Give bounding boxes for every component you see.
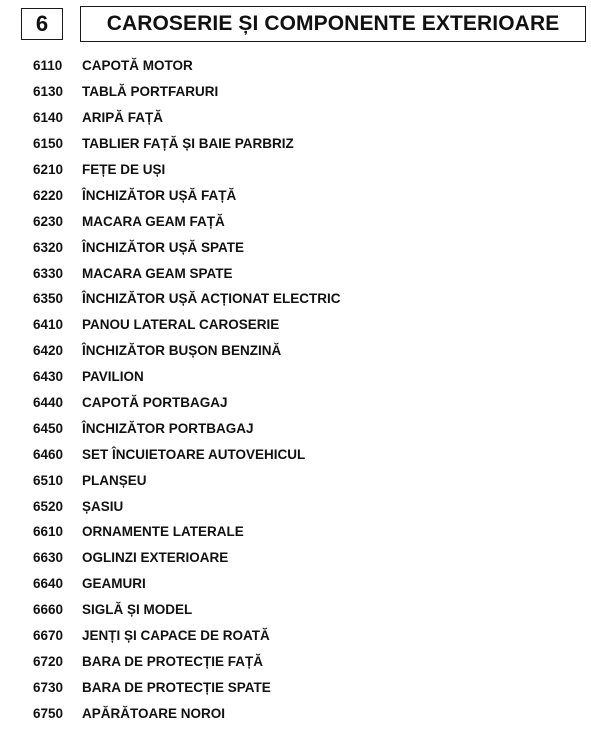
item-label: PAVILION [82, 369, 144, 385]
list-item [0, 571, 591, 597]
list-item [0, 338, 591, 364]
item-code: 6140 [33, 110, 64, 126]
chapter-number-box [21, 8, 63, 40]
chapter-number: 6 [35, 11, 49, 36]
item-code: 6640 [33, 576, 64, 592]
item-label: JENȚI ȘI CAPACE DE ROATĂ [82, 628, 270, 644]
item-code: 6630 [33, 550, 64, 566]
item-label: BARA DE PROTECȚIE SPATE [82, 679, 271, 695]
item-label: ORNAMENTE LATERALE [82, 524, 244, 540]
list-item [0, 208, 591, 234]
item-label: ȘASIU [82, 498, 124, 514]
list-item [0, 441, 591, 467]
list-item [0, 467, 591, 493]
item-code: 6410 [33, 317, 64, 333]
list-item [0, 623, 591, 649]
item-label: ÎNCHIZĂTOR UȘĂ SPATE [82, 239, 245, 255]
item-code: 6660 [33, 602, 64, 618]
chapter-title: CAROSERIE ȘI COMPONENTE EXTERIOARE [106, 12, 560, 35]
item-code: 6460 [33, 446, 64, 462]
list-item [0, 260, 591, 286]
item-code: 6730 [33, 679, 64, 695]
list-item [0, 286, 591, 312]
item-code: 6220 [33, 187, 64, 203]
list-item [0, 519, 591, 545]
list-item [0, 182, 591, 208]
item-code: 6610 [33, 524, 64, 540]
item-label: APĂRĂTOARE NOROI [82, 705, 226, 721]
item-label: TABLIER FAȚĂ ȘI BAIE PARBRIZ [82, 136, 294, 152]
item-label: GEAMURI [82, 576, 146, 592]
list-item [0, 79, 591, 105]
item-code: 6150 [33, 136, 64, 152]
list-item [0, 493, 591, 519]
list-item [0, 648, 591, 674]
item-label: MACARA GEAM SPATE [82, 265, 233, 281]
item-code: 6520 [33, 498, 64, 514]
item-code: 6320 [33, 239, 64, 255]
item-label: PLANȘEU [82, 472, 147, 488]
item-code: 6430 [33, 369, 64, 385]
list-item [0, 545, 591, 571]
list-item [0, 415, 591, 441]
item-code: 6110 [33, 58, 63, 74]
list-item [0, 312, 591, 338]
item-label: CAPOTĂ PORTBAGAJ [82, 395, 228, 411]
item-label: OGLINZI EXTERIOARE [82, 550, 229, 566]
item-label: ÎNCHIZĂTOR UȘĂ FAȚĂ [82, 187, 237, 203]
item-code: 6420 [33, 343, 64, 359]
list-item [0, 53, 591, 79]
item-code: 6720 [33, 653, 64, 669]
list-item [0, 390, 591, 416]
item-label: SIGLĂ ȘI MODEL [82, 602, 193, 618]
item-label: ÎNCHIZĂTOR BUȘON BENZINĂ [82, 343, 282, 359]
list-item [0, 364, 591, 390]
item-label: FEȚE DE UȘI [82, 162, 166, 177]
list-item [0, 131, 591, 157]
item-code: 6330 [33, 265, 64, 281]
item-label: MACARA GEAM FAȚĂ [82, 213, 225, 229]
list-item [0, 105, 591, 131]
item-label: ÎNCHIZĂTOR PORTBAGAJ [82, 420, 254, 436]
list-item [0, 234, 591, 260]
item-label: TABLĂ PORTFARURI [82, 84, 219, 100]
item-label: SET ÎNCUIETOARE AUTOVEHICUL [82, 446, 306, 462]
item-code: 6350 [33, 291, 64, 307]
item-code: 6670 [33, 628, 64, 644]
chapter-title-box [80, 6, 586, 42]
list-item [0, 157, 591, 183]
item-code: 6440 [33, 395, 64, 411]
list-item [0, 597, 591, 623]
item-label: PANOU LATERAL CAROSERIE [82, 317, 280, 333]
component-list [0, 53, 591, 726]
item-label: BARA DE PROTECȚIE FAȚĂ [82, 653, 264, 669]
item-code: 6450 [33, 420, 64, 436]
list-item [0, 700, 591, 726]
item-code: 6130 [33, 84, 64, 100]
item-label: ÎNCHIZĂTOR UȘĂ ACȚIONAT ELECTRIC [82, 291, 341, 307]
item-label: CAPOTĂ MOTOR [82, 58, 193, 74]
item-code: 6750 [33, 705, 64, 721]
item-code: 6230 [33, 213, 64, 229]
item-label: ARIPĂ FAȚĂ [82, 110, 163, 126]
item-code: 6510 [33, 472, 64, 488]
list-item [0, 674, 591, 700]
item-code: 6210 [33, 162, 64, 177]
